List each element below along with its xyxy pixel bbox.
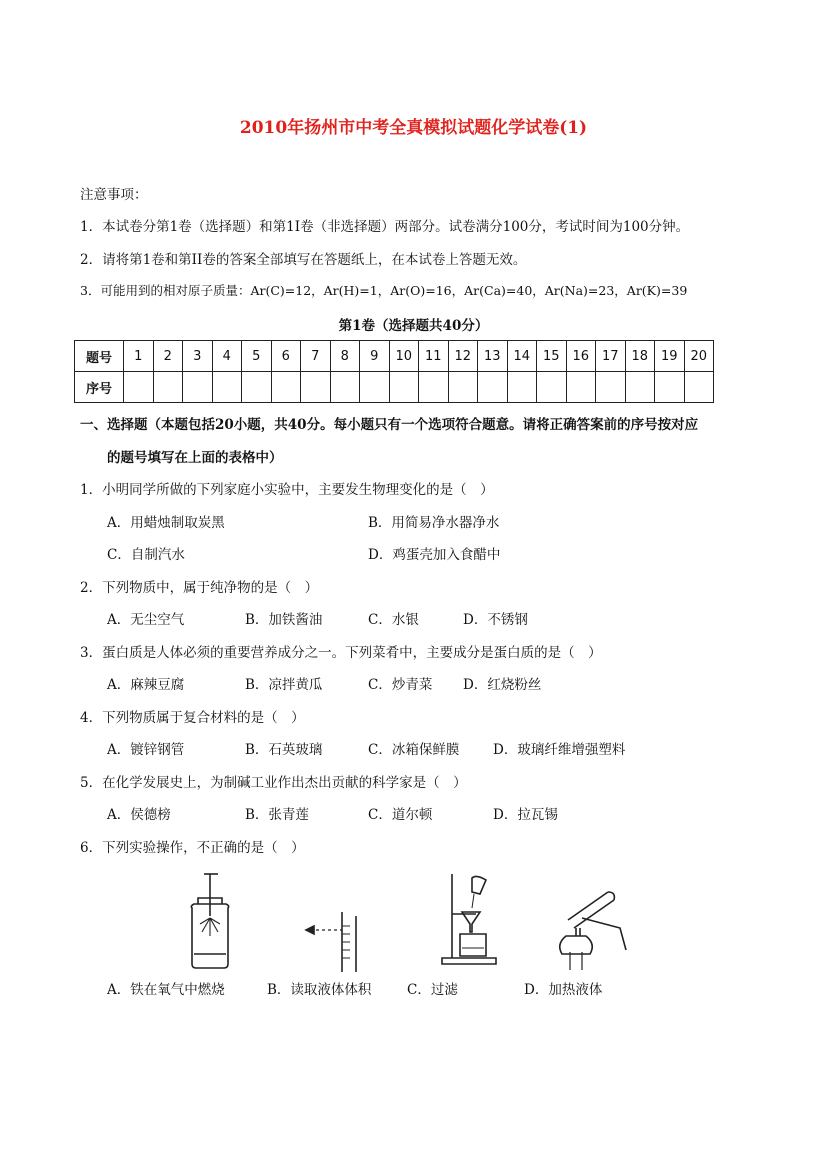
question-3-stem: 3．蛋白质是人体必须的重要营养成分之一。下列菜肴中，主要成分是蛋白质的是（ ）: [80, 645, 602, 661]
answer-cell[interactable]: [271, 372, 301, 403]
question-6-stem: 6．下列实验操作，不正确的是（ ）: [80, 840, 305, 856]
answer-table-number: 16: [566, 341, 596, 372]
graduated-cylinder-figure: [306, 912, 356, 972]
question-5-option-c: C．道尔顿: [368, 807, 433, 823]
answer-table-number: 15: [537, 341, 567, 372]
answer-table: [74, 340, 714, 403]
answer-cell[interactable]: [242, 372, 272, 403]
answer-cell[interactable]: [153, 372, 183, 403]
answer-table-number: 19: [655, 341, 685, 372]
question-5-option-d: D．拉瓦锡: [493, 807, 558, 823]
lab-apparatus-figures: [150, 872, 670, 972]
answer-cell[interactable]: [507, 372, 537, 403]
answer-cell[interactable]: [183, 372, 213, 403]
question-4-option-a: A．镀锌钢管: [107, 742, 185, 758]
question-3-option-a: A．麻辣豆腐: [107, 677, 185, 693]
answer-cell[interactable]: [212, 372, 242, 403]
answer-table-number: 10: [389, 341, 419, 372]
answer-table-number: 2: [153, 341, 183, 372]
answer-table-number: 6: [271, 341, 301, 372]
question-6-option-d: D．加热液体: [524, 982, 603, 998]
document-title: 2010年扬州市中考全真模拟试题化学试卷(1): [239, 118, 588, 138]
answer-table-row-label: 题号: [75, 341, 124, 372]
answer-table-number: 4: [212, 341, 242, 372]
question-4-option-c: C．冰箱保鲜膜: [368, 742, 460, 758]
answer-cell[interactable]: [537, 372, 567, 403]
heating-test-tube-figure: [560, 892, 626, 970]
filtration-funnel-figure: [442, 874, 496, 964]
answer-cell[interactable]: [596, 372, 626, 403]
question-2-option-a: A．无尘空气: [107, 612, 185, 628]
answer-table-number: 11: [419, 341, 449, 372]
notice-item-2: 2．请将第1卷和第II卷的答案全部填写在答题纸上，在本试卷上答题无效。: [80, 252, 527, 268]
question-4-option-d: D．玻璃纤维增强塑料: [493, 742, 626, 758]
answer-table-number: 14: [507, 341, 537, 372]
notice-heading: 注意事项：: [80, 187, 148, 203]
answer-cell[interactable]: [330, 372, 360, 403]
answer-cell[interactable]: [684, 372, 714, 403]
notice-item-3: 3．可能用到的相对原子质量：Ar(C)=12，Ar(H)=1，Ar(O)=16，Ar(Ca)=40，Ar(Na)=23，Ar(K)=39: [80, 283, 688, 298]
question-3-option-c: C．炒青菜: [368, 677, 433, 693]
question-1-option-c: C．自制汽水: [107, 547, 185, 563]
part1-heading: 第1卷（选择题共40分）: [338, 318, 489, 334]
question-5-stem: 5．在化学发展史上，为制碱工业作出杰出贡献的科学家是（ ）: [80, 775, 467, 791]
answer-table-number: 13: [478, 341, 508, 372]
answer-table-number-row: [75, 341, 714, 372]
answer-table-number: 12: [448, 341, 478, 372]
answer-cell[interactable]: [478, 372, 508, 403]
question-2-option-d: D．不锈钢: [463, 612, 528, 628]
answer-table-number: 9: [360, 341, 390, 372]
question-1-option-d: D．鸡蛋壳加入食醋中: [368, 547, 501, 563]
question-2-stem: 2．下列物质中，属于纯净物的是（ ）: [80, 580, 319, 596]
question-1-stem: 1．小明同学所做的下列家庭小实验中，主要发生物理变化的是（ ）: [80, 482, 494, 498]
question-6-option-c: C．过滤: [407, 982, 458, 998]
answer-cell[interactable]: [124, 372, 154, 403]
question-6-option-b: B．读取液体体积: [267, 982, 372, 998]
notice-item-1: 1．本试卷分第1卷（选择题）和第1I卷（非选择题）两部分。试卷满分100分，考试时间为100分钟。: [80, 219, 690, 235]
answer-table-answer-row: [75, 372, 714, 403]
question-1-option-a: A．用蜡烛制取炭黑: [107, 515, 225, 531]
question-3-option-b: B．凉拌黄瓜: [245, 677, 323, 693]
question-4-option-b: B．石英玻璃: [245, 742, 323, 758]
iron-burning-bottle-figure: [191, 874, 228, 968]
answer-cell[interactable]: [566, 372, 596, 403]
question-3-option-d: D．红烧粉丝: [463, 677, 542, 693]
answer-table-number: 18: [625, 341, 655, 372]
question-5-option-a: A．侯德榜: [107, 807, 171, 823]
question-6-option-a: A．铁在氧气中燃烧: [107, 982, 225, 998]
answer-cell[interactable]: [360, 372, 390, 403]
answer-cell[interactable]: [448, 372, 478, 403]
answer-table-number: 3: [183, 341, 213, 372]
answer-table-row-label: 序号: [75, 372, 124, 403]
question-2-option-c: C．水银: [368, 612, 419, 628]
question-1-option-b: B．用简易净水器净水: [368, 515, 500, 531]
question-2-option-b: B．加铁酱油: [245, 612, 323, 628]
answer-table-number: 7: [301, 341, 331, 372]
question-4-stem: 4．下列物质属于复合材料的是（ ）: [80, 710, 305, 726]
answer-cell[interactable]: [301, 372, 331, 403]
answer-table-number: 20: [684, 341, 714, 372]
answer-table-number: 8: [330, 341, 360, 372]
question-5-option-b: B．张青莲: [245, 807, 309, 823]
answer-table-number: 17: [596, 341, 626, 372]
answer-cell[interactable]: [419, 372, 449, 403]
answer-table-number: 1: [124, 341, 154, 372]
answer-table-number: 5: [242, 341, 272, 372]
answer-cell[interactable]: [389, 372, 419, 403]
section1-instructions: 一、选择题（本题包括20小题，共40分。每小题只有一个选项符合题意。请将正确答案前的序号按对应: [80, 417, 699, 433]
answer-cell[interactable]: [655, 372, 685, 403]
section1-instructions-cont: 的题号填写在上面的表格中）: [107, 450, 283, 466]
answer-cell[interactable]: [625, 372, 655, 403]
